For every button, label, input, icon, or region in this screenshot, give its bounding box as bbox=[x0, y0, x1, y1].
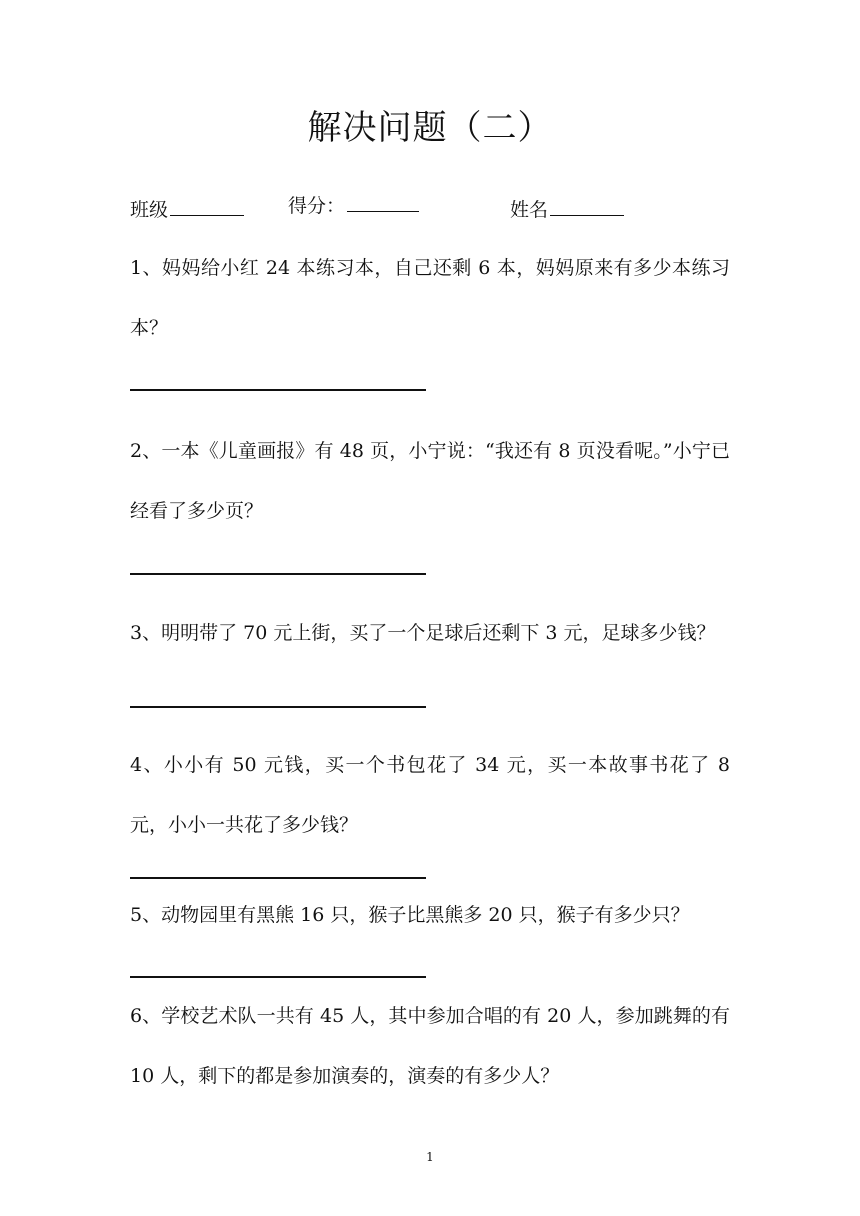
worksheet-title: 解决问题（二） bbox=[307, 108, 553, 148]
question-text: 学校艺术队一共有 45 人，其中参加合唱的有 20 人，参加跳舞的有 10 人，剩下的都是参加演奏的，演奏的有多少人？ bbox=[130, 1005, 730, 1087]
class-label: 班级 bbox=[130, 199, 169, 221]
question-3 bbox=[130, 603, 730, 663]
question-number: 6、 bbox=[130, 1005, 162, 1027]
question-2 bbox=[130, 421, 730, 541]
answer-line-2[interactable] bbox=[130, 573, 426, 575]
question-number: 5、 bbox=[130, 904, 162, 926]
question-text: 小小有 50 元钱，买一个书包花了 34 元，买一本故事书花了 8 元，小小一共花了多少钱？ bbox=[130, 754, 730, 836]
question-text: 动物园里有黑熊 16 只，猴子比黑熊多 20 只，猴子有多少只？ bbox=[161, 904, 690, 926]
name-blank[interactable] bbox=[550, 214, 624, 216]
question-6 bbox=[130, 986, 730, 1106]
question-number: 4、 bbox=[130, 754, 164, 776]
question-number: 3、 bbox=[130, 622, 162, 644]
question-4 bbox=[130, 735, 730, 855]
question-text: 妈妈给小红 24 本练习本，自己还剩 6 本，妈妈原来有多少本练习本？ bbox=[130, 257, 730, 339]
question-1 bbox=[130, 238, 730, 358]
answer-line-3[interactable] bbox=[130, 706, 426, 708]
class-field bbox=[130, 195, 244, 222]
score-field bbox=[288, 191, 419, 218]
student-info-row bbox=[130, 195, 750, 225]
question-text: 明明带了 70 元上街，买了一个足球后还剩下 3 元，足球多少钱？ bbox=[161, 622, 716, 644]
score-blank[interactable] bbox=[347, 210, 419, 212]
question-number: 1、 bbox=[130, 257, 163, 279]
class-blank[interactable] bbox=[170, 214, 244, 216]
page-number: 1 bbox=[426, 1150, 434, 1164]
question-5 bbox=[130, 885, 730, 945]
answer-line-5[interactable] bbox=[130, 976, 426, 978]
question-number: 2、 bbox=[130, 440, 162, 462]
score-label: 得分： bbox=[288, 195, 346, 217]
name-label: 姓名 bbox=[510, 199, 549, 221]
name-field bbox=[510, 195, 624, 222]
answer-line-4[interactable] bbox=[130, 877, 426, 879]
question-text: 一本《儿童画报》有 48 页，小宁说：“我还有 8 页没看呢。”小宁已经看了多少页？ bbox=[130, 440, 730, 522]
answer-line-1[interactable] bbox=[130, 389, 426, 391]
